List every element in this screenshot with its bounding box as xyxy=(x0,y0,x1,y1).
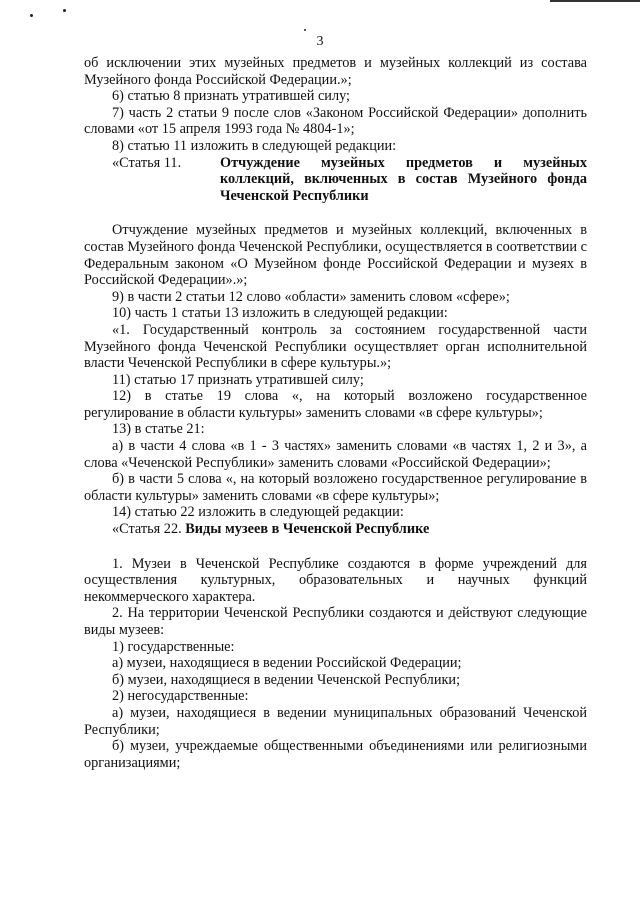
paragraph: а) в части 4 слова «в 1 - 3 частях» заменить словами «в частях 1, 2 и 3», а слова «Чеченской Республики» заменить словами «Российской Федерации»; xyxy=(84,438,587,471)
paragraph: 13) в статье 21: xyxy=(112,421,205,438)
paragraph: 6) статью 8 признать утратившей силу; xyxy=(112,88,351,105)
paragraph: б) в части 5 слова «, на который возложено государственное регулирование в области культуры» заменить словами «в сфере культуры»; xyxy=(84,471,587,504)
paragraph: 1. Музеи в Чеченской Республике создаются в форме учреждений для осуществления культурных, образовательных и научных функций некоммерческого характера. xyxy=(84,555,587,605)
paragraph: Отчуждение музейных предметов и музейных коллекций, включенных в состав Музейного фонда Чеченской Республики, осуществляется в соответствии с Федеральным законом «О Музейном фонде Российской Федерации и музеях в Российской Федерации».»; xyxy=(84,222,587,289)
paragraph: б) музеи, находящиеся в ведении Чеченской Республики; xyxy=(112,671,461,688)
article-title: Виды музеев в Чеченской Республике xyxy=(185,521,430,538)
paragraph: об исключении этих музейных предметов и музейных коллекций из состава Музейного фонда Российской Федерации.»; xyxy=(84,55,587,88)
paragraph: 7) часть 2 статьи 9 после слов «Законом Российской Федерации» дополнить словами «от 15 апреля 1993 года № 4804-1»; xyxy=(84,104,587,138)
article-title: Отчуждение музейных предметов и музейных коллекций, включенных в состав Музейного фонда Чеченской Республики xyxy=(220,154,587,204)
paragraph: «1. Государственный контроль за состоянием государственной части Музейного фонда Чеченской Республики осуществляет орган исполнительной власти Чеченской Республики в сфере культуры.»; xyxy=(84,321,587,372)
scan-dot xyxy=(30,14,33,17)
paragraph: 11) статью 17 признать утратившей силу; xyxy=(112,371,364,388)
paragraph: 2) негосударственные: xyxy=(112,688,249,705)
document-body xyxy=(84,55,587,771)
paragraph: б) музеи, учреждаемые общественными объединениями или религиозными организациями; xyxy=(84,738,587,771)
paragraph: 8) статью 11 изложить в следующей редакции: xyxy=(112,137,397,154)
paragraph: 14) статью 22 изложить в следующей редакции: xyxy=(112,504,404,521)
article-22-heading xyxy=(84,521,587,538)
paragraph: а) музеи, находящиеся в ведении муниципальных образований Чеченской Республики; xyxy=(84,704,587,738)
article-11-heading xyxy=(84,155,587,205)
scan-edge-line xyxy=(550,0,640,2)
paragraph: 12) в статье 19 слова «, на который возложено государственное регулирование в области культуры» заменить словами «в сфере культуры»; xyxy=(84,388,587,421)
scan-dot xyxy=(63,9,66,12)
page-number: 3 xyxy=(316,34,324,49)
article-label: «Статья 22. xyxy=(112,521,182,538)
paragraph: 10) часть 1 статьи 13 изложить в следующей редакции: xyxy=(112,305,448,322)
article-label: «Статья 11. xyxy=(112,154,182,171)
paragraph: 1) государственные: xyxy=(112,638,235,655)
paragraph: 9) в части 2 статьи 12 слово «области» заменить словом «сфере»; xyxy=(112,288,510,305)
paragraph: а) музеи, находящиеся в ведении Российской Федерации; xyxy=(112,655,462,672)
scan-dot xyxy=(304,29,306,31)
paragraph: 2. На территории Чеченской Республики создаются и действуют следующие виды музеев: xyxy=(84,605,587,638)
